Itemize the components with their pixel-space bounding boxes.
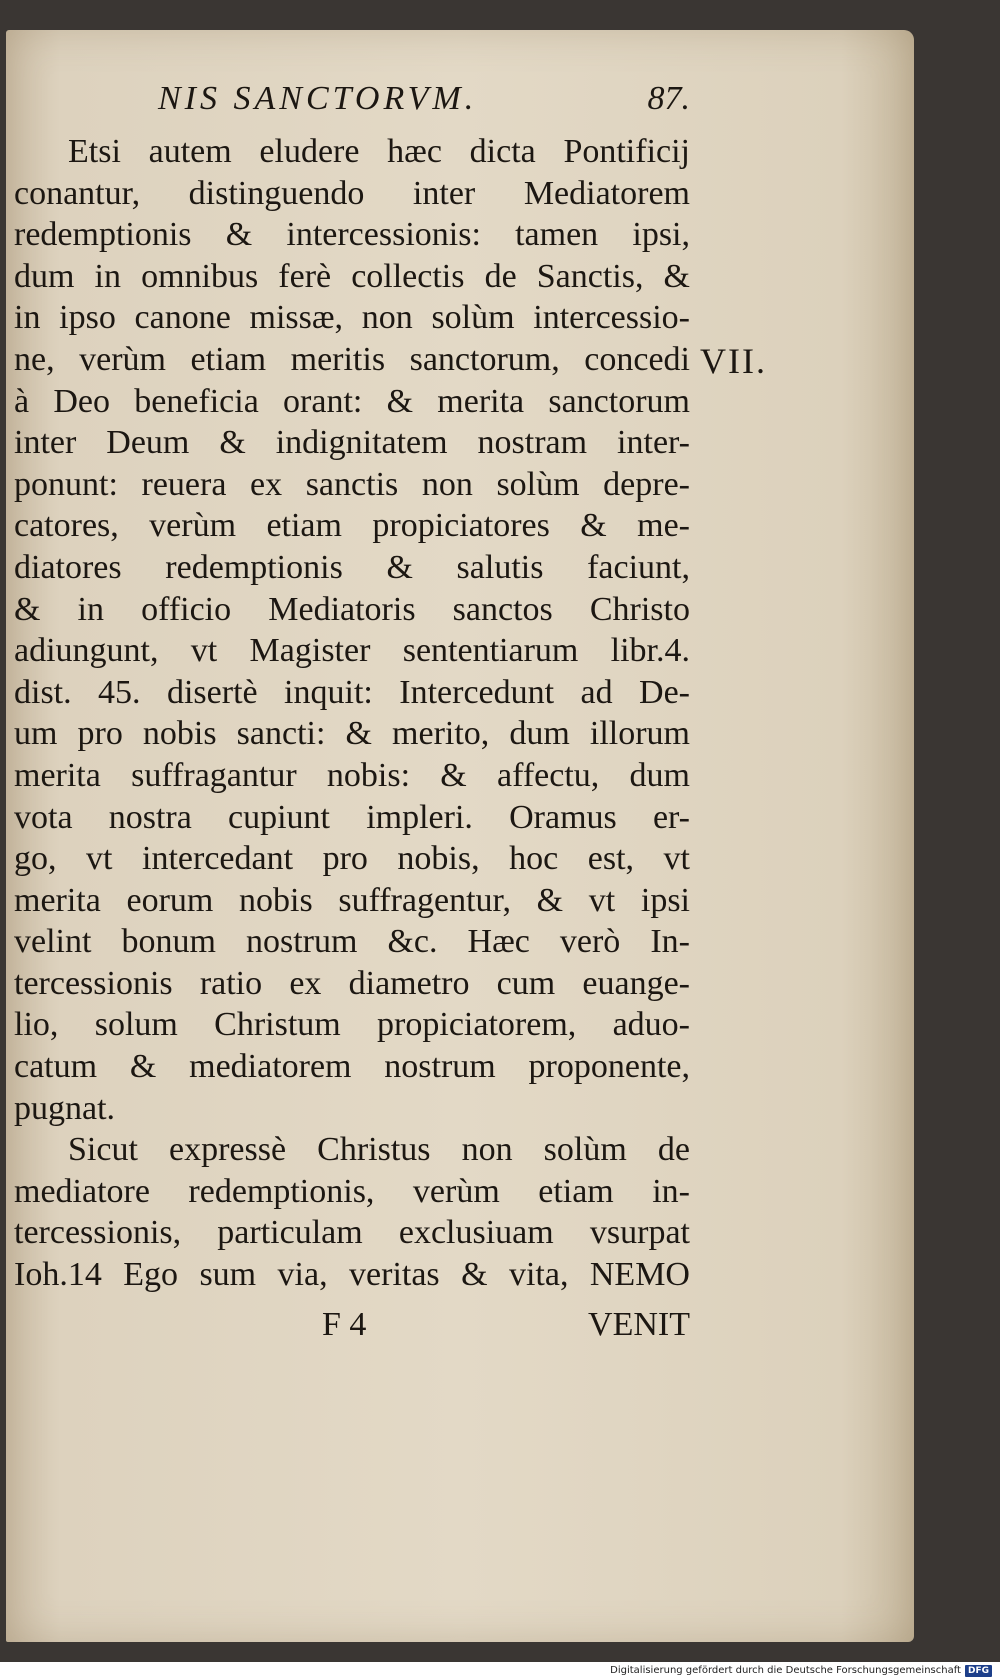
- catchword: VENIT: [588, 1306, 690, 1343]
- page-header: [158, 80, 690, 130]
- text-line: à Deo beneficia orant: & merita sanctorum: [14, 382, 690, 420]
- text-line: tercessionis ratio ex diametro cum euange-: [14, 964, 690, 1002]
- text-line: Ioh.14 Ego sum via, veritas & vita, NEMO: [14, 1256, 690, 1294]
- text-line: lio, solum Christum propiciatorem, aduo-: [14, 1006, 690, 1044]
- running-head: NIS SANCTORVM.: [158, 80, 478, 117]
- text-line: catum & mediatorem nostrum proponente,: [14, 1048, 690, 1086]
- page-number: 87.: [647, 80, 690, 117]
- text-line: tercessionis, particulam exclusiuam vsurpat: [14, 1214, 690, 1252]
- text-line: dist. 45. disertè inquit: Intercedunt ad De-: [14, 673, 690, 711]
- dfg-logo: DFG: [965, 1665, 992, 1677]
- text-line: vota nostra cupiunt impleri. Oramus er-: [14, 798, 690, 836]
- text-line: pugnat.: [14, 1089, 116, 1127]
- text-line: merita suffragantur nobis: & affectu, dum: [14, 756, 690, 794]
- text-line: velint bonum nostrum &c. Hæc verò In-: [14, 923, 690, 961]
- text-line: go, vt intercedant pro nobis, hoc est, vt: [14, 840, 690, 878]
- text-line: inter Deum & indignitatem nostram inter-: [14, 424, 690, 462]
- text-line: ponunt: reuera ex sanctis non solùm depre-: [14, 465, 690, 503]
- text-line: dum in omnibus ferè collectis de Sanctis, &: [14, 257, 690, 295]
- text-line: Etsi autem eludere hæc dicta Pontificij: [68, 133, 690, 170]
- text-line: redemptionis & intercessionis: tamen ipsi,: [14, 216, 690, 254]
- text-line: catores, verùm etiam propiciatores & me-: [14, 507, 690, 545]
- text-line: merita eorum nobis suffragentur, & vt ipsi: [14, 881, 690, 919]
- body-text: [14, 131, 690, 1296]
- text-line: adiungunt, vt Magister sententiarum libr.4.: [14, 632, 690, 670]
- text-line: diatores redemptionis & salutis faciunt,: [14, 548, 690, 586]
- text-line: & in officio Mediatoris sanctos Christo: [14, 590, 690, 628]
- margin-note: VII.: [700, 341, 767, 381]
- text-line: Sicut expressè Christus non solùm de: [68, 1131, 690, 1169]
- text-line: ne, verùm etiam meritis sanctorum, concedi: [14, 340, 690, 378]
- catch-line: [14, 1306, 690, 1350]
- text-line: conantur, distinguendo inter Mediatorem: [14, 174, 690, 212]
- text-line: mediatore redemptionis, verùm etiam in-: [14, 1172, 690, 1210]
- text-line: in ipso canone missæ, non solùm intercessio-: [14, 299, 690, 337]
- signature-mark: F 4: [322, 1306, 367, 1343]
- credit-text: Digitalisierung gefördert durch die Deutsche Forschungsgemeinschaft: [610, 1665, 961, 1676]
- digitization-credit: [610, 1664, 992, 1678]
- text-line: um pro nobis sancti: & merito, dum illorum: [14, 715, 690, 753]
